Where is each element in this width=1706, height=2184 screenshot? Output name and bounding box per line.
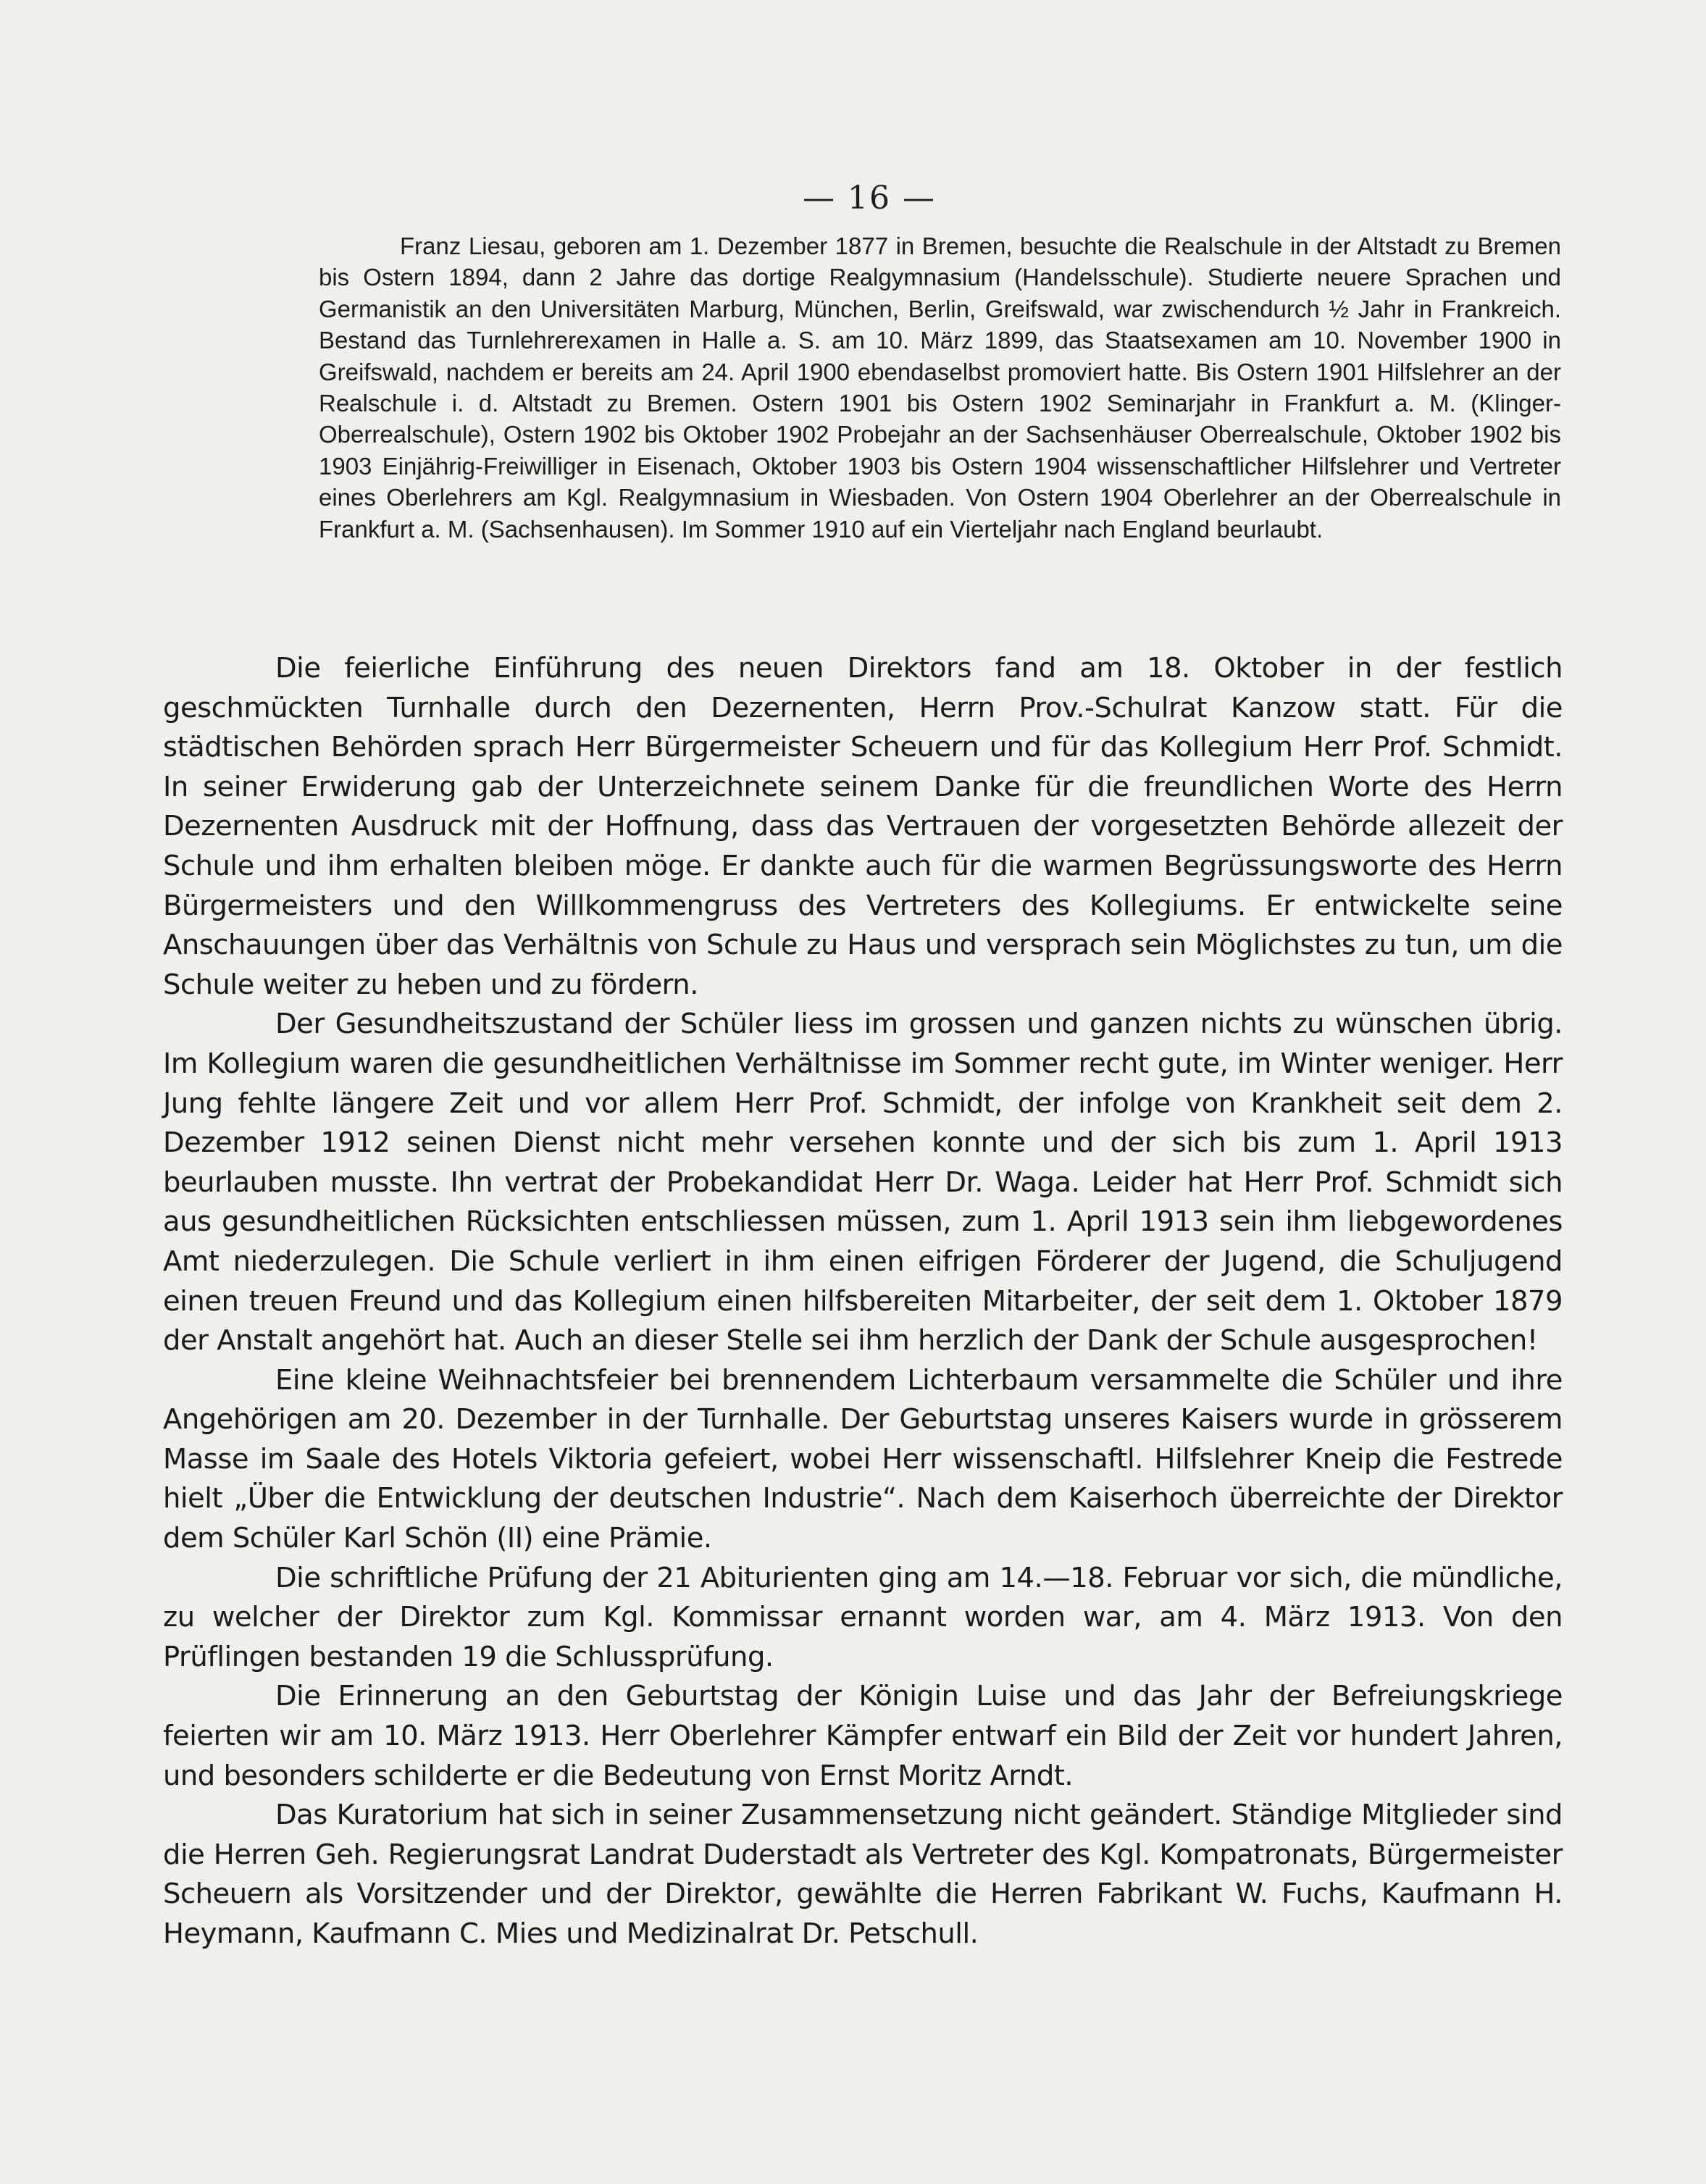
paragraph-inauguration: Die feierliche Einführung des neuen Direktors fand am 18. Oktober in der festlich geschmückten Turnhalle durch den Dezernenten, Herrn Prov.-Schulrat Kanzow statt. Für die städtischen Behörden sprach Herr Bürgermeister Scheuern und für das Kollegium Herr Prof. Schmidt. In seiner Erwiderung gab der Unterzeichnete seinem Danke für die freundlichen Worte des Herrn Dezernenten Ausdruck mit der Hoffnung, dass das Vertrauen der vorgesetzten Behörde allezeit der Schule und ihm erhalten bleiben möge. Er dankte auch für die warmen Begrüssungsworte des Herrn Bürgermeisters und den Willkommengruss des Vertreters des Kollegiums. Er entwickelte seine Anschauungen über das Verhältnis von Schule zu Haus und versprach sein Möglichstes zu tun, um die Schule weiter zu heben und zu fördern. <box>163 652 1563 1001</box>
paragraph-kuratorium: Das Kuratorium hat sich in seiner Zusammensetzung nicht geändert. Ständige Mitglieder sind die Herren Geh. Regierungsrat Landrat Duderstadt als Vertreter des Kgl. Kompatronats, Bürgermeister Scheuern als Vorsitzender und der Direktor, gewählte die Herren Fabrikant W. Fuchs, Kaufmann H. Heymann, Kaufmann C. Mies und Medizinalrat Dr. Petschull. <box>163 1799 1563 1950</box>
biography-paragraph: Franz Liesau, geboren am 1. Dezember 1877 in Bremen, besuchte die Realschule in der Altstadt zu Bremen bis Ostern 1894, dann 2 Jahre das dortige Realgymnasium (Handelsschule). Studierte neuere Sprachen und Germanistik an den Universitäten Marburg, München, Berlin, Greifswald, war zwischendurch ½ Jahr in Frankreich. Bestand das Turnlehrerexamen in Halle a. S. am 10. März 1899, das Staatsexamen am 10. November 1900 in Greifswald, nachdem er bereits am 24. April 1900 ebendaselbst promoviert hatte. Bis Ostern 1901 Hilfslehrer an der Realschule i. d. Altstadt zu Bremen. Ostern 1901 bis Ostern 1902 Seminarjahr in Frankfurt a. M. (Klinger-Oberrealschule), Ostern 1902 bis Oktober 1902 Probejahr an der Sachsenhäuser Oberrealschule, Oktober 1902 bis 1903 Einjährig-Freiwilliger in Eisenach, Oktober 1903 bis Ostern 1904 wissenschaftlicher Hilfslehrer und Vertreter eines Oberlehrers am Kgl. Realgymnasium in Wiesbaden. Von Ostern 1904 Oberlehrer an der Oberrealschule in Frankfurt a. M. (Sachsenhausen). Im Sommer 1910 auf ein Vierteljahr nach England beurlaubt. <box>319 233 1561 543</box>
body-text <box>163 649 1563 1954</box>
paragraph-christmas-kaiser: Eine kleine Weihnachtsfeier bei brennendem Lichterbaum versammelte die Schüler und ihre Angehörigen am 20. Dezember in der Turnhalle. Der Geburtstag unseres Kaisers wurde in grösserem Masse im Saale des Hotels Viktoria gefeiert, wobei Herr wissenschaftl. Hilfslehrer Kneip die Festrede hielt „Über die Entwicklung der deutschen Industrie“. Nach dem Kaiserhoch überreichte der Direktor dem Schüler Karl Schön (II) eine Prämie. <box>163 1363 1563 1555</box>
paragraph-examination: Die schriftliche Prüfung der 21 Abiturienten ging am 14.—18. Februar vor sich, die mündliche, zu welcher der Direktor zum Kgl. Kommissar ernannt worden war, am 4. März 1913. Von den Prüflingen bestanden 19 die Schlussprüfung. <box>163 1561 1563 1673</box>
page-number: — 16 — <box>803 180 936 217</box>
paragraph-queen-luise: Die Erinnerung an den Geburtstag der Königin Luise und das Jahr der Befreiungskriege feierten wir am 10. März 1913. Herr Oberlehrer Kämpfer entwarf ein Bild der Zeit vor hundert Jahren, und besonders schilderte er die Bedeutung von Ernst Moritz Arndt. <box>163 1680 1563 1792</box>
paragraph-health: Der Gesundheitszustand der Schüler liess im grossen und ganzen nichts zu wünschen übrig. Im Kollegium waren die gesundheitlichen Verhältnisse im Sommer recht gute, im Winter weniger. Herr Jung fehlte längere Zeit und vor allem Herr Prof. Schmidt, der infolge von Krankheit seit dem 2. Dezember 1912 seinen Dienst nicht mehr versehen konnte und der sich bis zum 1. April 1913 beurlauben musste. Ihn vertrat der Probekandidat Herr Dr. Waga. Leider hat Herr Prof. Schmidt sich aus gesundheitlichen Rücksichten entschliessen müssen, zum 1. April 1913 sein ihm liebgewordenes Amt niederzulegen. Die Schule verliert in ihm einen eifrigen Förderer der Jugend, die Schuljugend einen treuen Freund und das Kollegium einen hilfsbereiten Mitarbeiter, der seit dem 1. Oktober 1879 der Anstalt angehört hat. Auch an dieser Stelle sei ihm herzlich der Dank der Schule ausgesprochen! <box>163 1008 1563 1357</box>
